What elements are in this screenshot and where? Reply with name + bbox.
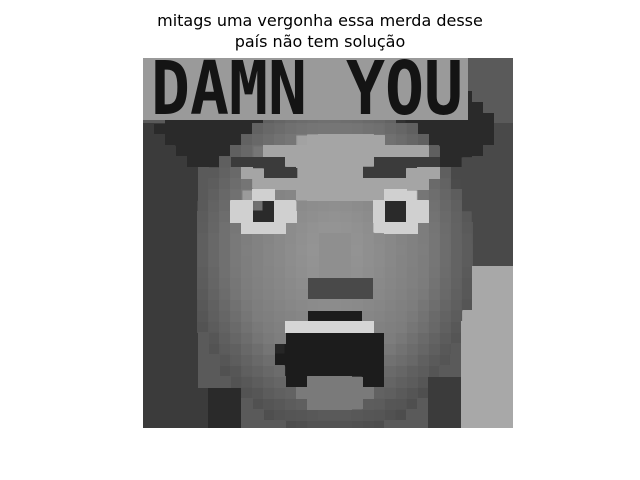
- caption-line-1: mitags uma vergonha essa merda desse: [157, 11, 483, 30]
- overlay-text: DAMN YOU: [151, 58, 463, 132]
- pixelated-face-graphic: [143, 58, 513, 428]
- overlay-text-band: [143, 58, 468, 132]
- meme-image: [143, 58, 513, 428]
- caption-line-2: país não tem solução: [234, 32, 406, 51]
- image-caption: [0, 10, 640, 52]
